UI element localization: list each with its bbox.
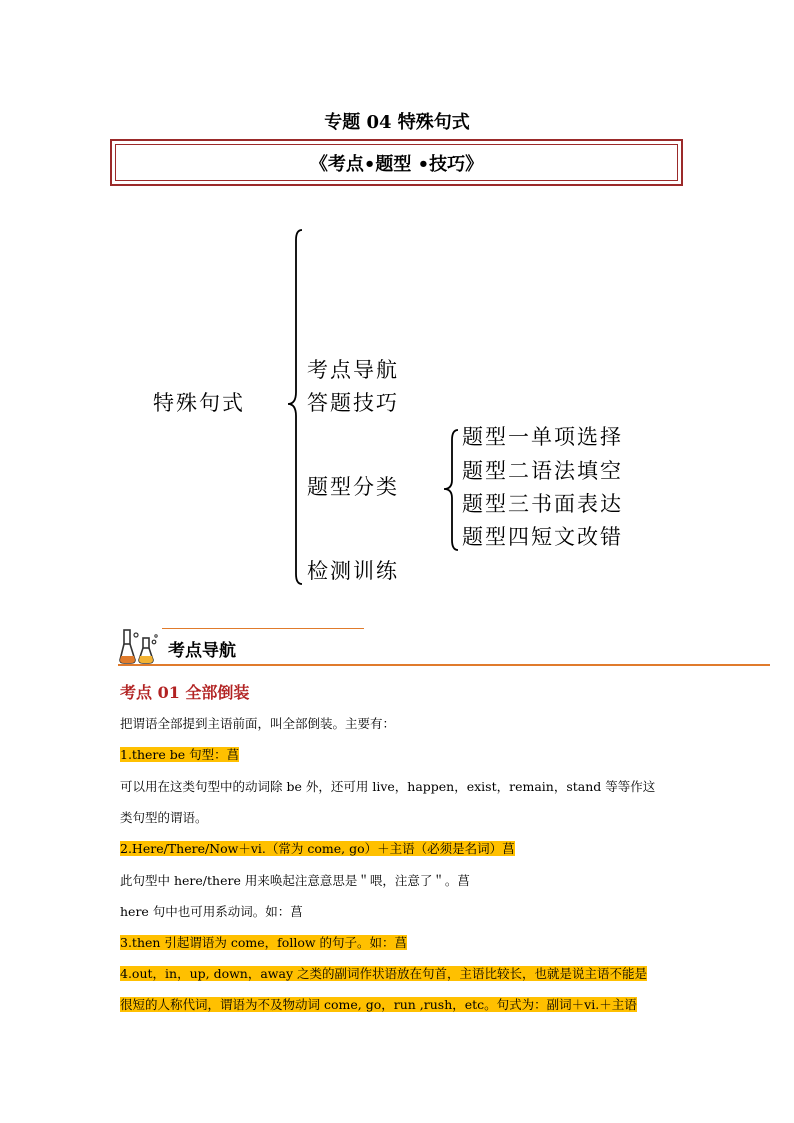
section-title: 考点导航 [168, 641, 236, 661]
subtitle-frame [110, 139, 683, 186]
mindmap-branch-training: 检测训练 [307, 559, 399, 583]
body-line-2 [120, 746, 239, 764]
body-line-1 [120, 715, 395, 733]
body-line-4 [120, 809, 208, 827]
body-text: here 句中也可用系动词。如：菖 [120, 904, 303, 919]
section-top-rule [162, 628, 364, 629]
body-line-6 [120, 872, 470, 890]
mindmap-branch-nav: 考点导航 [307, 358, 399, 382]
body-line-7 [120, 903, 303, 921]
section-header [118, 626, 770, 666]
highlighted-text: 2.Here/There/Now＋vi.（常为 come, go）＋主语（必须是名词）菖 [120, 841, 515, 856]
body-line-3 [120, 778, 655, 796]
mindmap-sub-2: 题型二语法填空 [462, 459, 623, 483]
highlighted-text: 3.then 引起谓语为 come，follow 的句子。如：菖 [120, 935, 408, 950]
main-brace [288, 230, 302, 584]
mindmap-sub-3: 题型三书面表达 [462, 492, 623, 516]
mindmap-branch-types: 题型分类 [307, 475, 399, 499]
page-title: 专题 04 特殊句式 [324, 112, 470, 133]
body-text: 把谓语全部提到主语前面，叫全部倒装。主要有： [120, 716, 396, 731]
body-text: 此句型中 here/there 用来唤起注意意思是＂喂，注意了＂。菖 [120, 873, 470, 888]
section-bottom-rule [118, 664, 770, 666]
subtitle-text: 《考点•题型 •技巧》 [115, 144, 678, 181]
sub-brace [444, 430, 458, 550]
highlighted-text: 很短的人称代词，谓语为不及物动词 come, go，run ,rush，etc。句式为：副词＋vi.＋主语 [120, 997, 637, 1012]
mindmap-root: 特殊句式 [153, 391, 245, 415]
mindmap-sub-4: 题型四短文改错 [462, 525, 623, 549]
body-line-8 [120, 934, 407, 952]
highlighted-text: 4.out，in，up, down，away 之类的副词作状语放在句首，主语比较长，也就是说主语不能是 [120, 966, 647, 981]
body-text: 类句型的谓语。 [120, 810, 208, 825]
mindmap-branch-skills: 答题技巧 [307, 391, 399, 415]
point-title: 考点 01 全部倒装 [120, 683, 250, 702]
mindmap-sub-1: 题型一单项选择 [462, 425, 623, 449]
body-line-10 [120, 996, 637, 1014]
body-text: 可以用在这类句型中的动词除 be 外，还可用 live，happen，exist，remain，stand 等等作这 [120, 779, 656, 794]
body-line-5 [120, 840, 515, 858]
highlighted-text: 1.there be 句型：菖 [120, 747, 240, 762]
flask-icon [118, 626, 162, 666]
body-line-9 [120, 965, 647, 983]
